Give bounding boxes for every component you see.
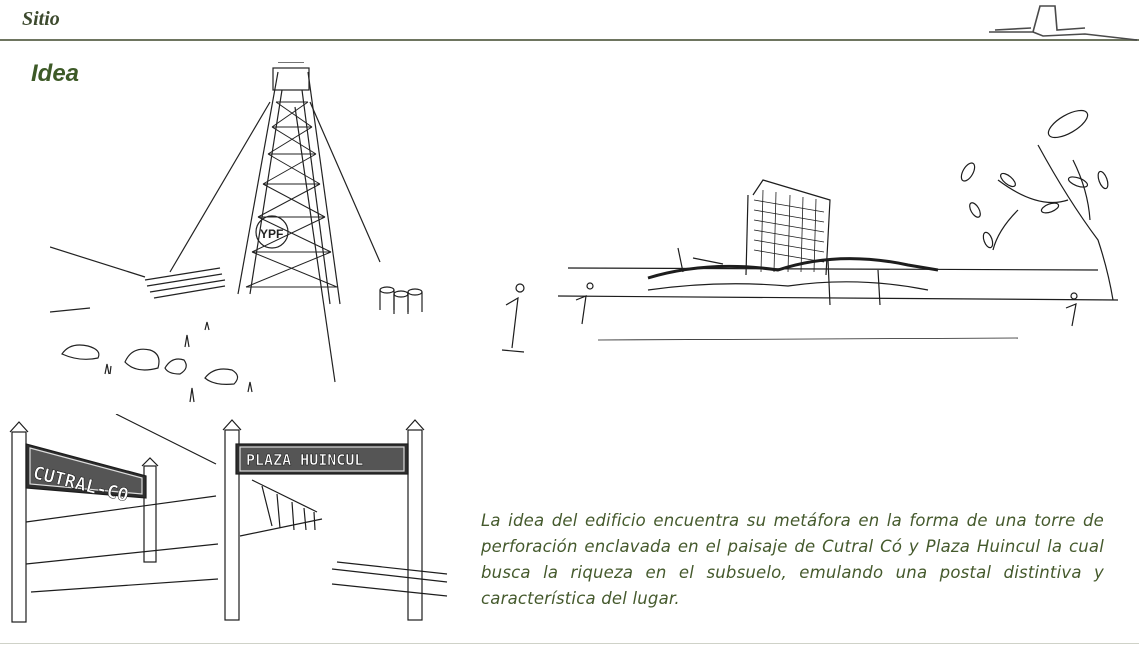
cutral-co-sign-text: CUTRAL-CO bbox=[30, 462, 131, 507]
footer-divider bbox=[0, 643, 1139, 644]
ypf-emblem: YPF bbox=[260, 227, 284, 241]
idea-description: La idea del edificio encuentra su metáfora en la forma de una torre de perforación enclavada en el paisaje de Cutral Có y Plaza Huincul la cual busca la riqueza en el subsuelo, emulando una postal distintiva y característica del lugar. bbox=[481, 510, 1104, 608]
cutral-co-sign-sketch bbox=[6, 414, 218, 624]
plaza-huincul-sign-sketch bbox=[222, 414, 450, 624]
section-title: Sitio bbox=[22, 8, 60, 30]
header-divider bbox=[0, 39, 1139, 41]
plaza-huincul-sign-text: PLAZA HUINCUL bbox=[246, 451, 364, 469]
building-perspective-sketch bbox=[478, 100, 1123, 360]
oil-derrick-sketch bbox=[50, 62, 430, 407]
idea-heading: Idea bbox=[31, 60, 80, 87]
building-outline-logo-icon bbox=[985, 2, 1139, 42]
